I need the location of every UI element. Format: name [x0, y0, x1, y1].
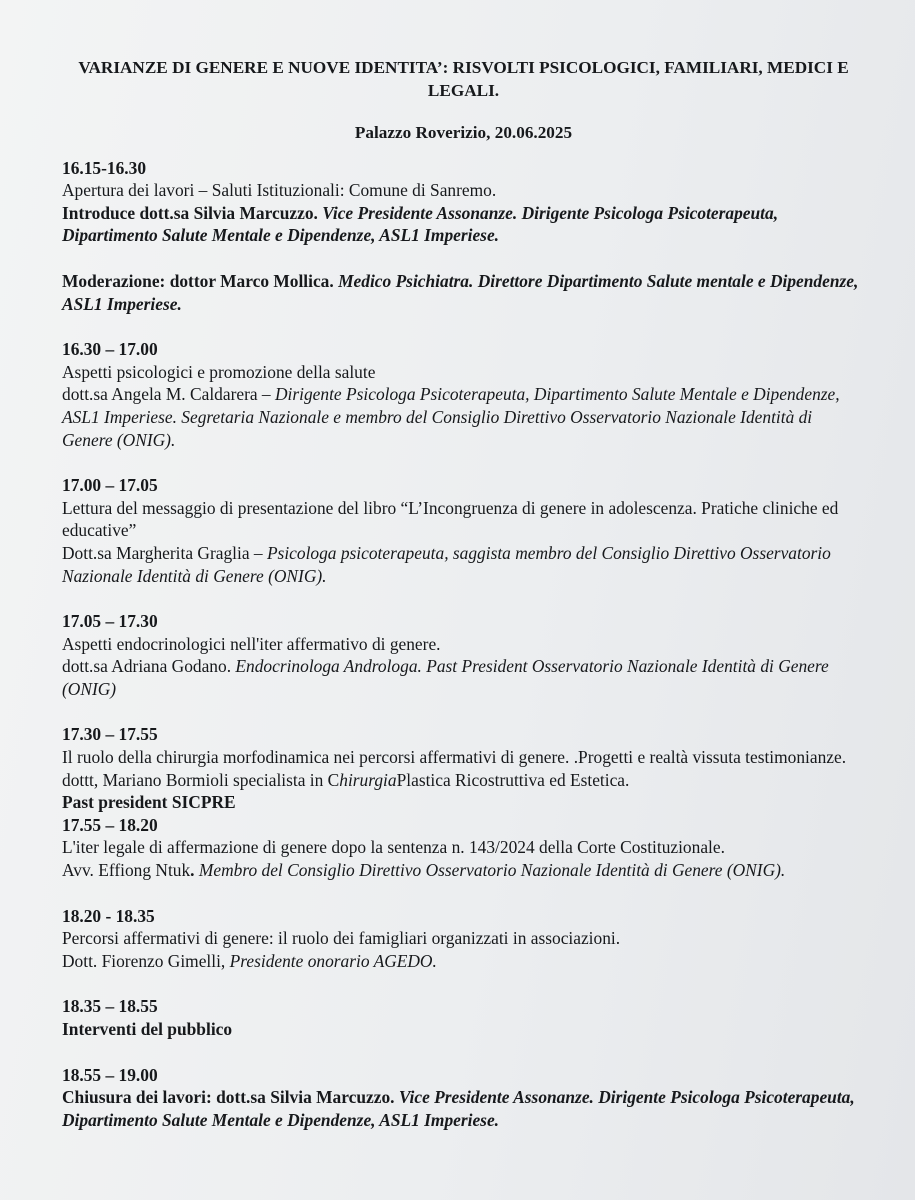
- session-topic: L'iter legale di affermazione di genere dopo la sentenza n. 143/2024 della Corte Costituzionale.: [62, 837, 725, 858]
- speaker-name: dottt, Mariano Bormioli specialista in C: [62, 769, 340, 790]
- moderator-role: Medico Psichiatra. Direttore Dipartimento Salute mentale e Dipendenze, ASL1 Imperiese.: [62, 270, 859, 314]
- session-text: Apertura dei lavori – Saluti Istituzionali: Comune di Sanremo.: [62, 180, 497, 201]
- session-time: 18.20 - 18.35: [62, 905, 155, 926]
- session-time: 18.55 – 19.00: [62, 1064, 158, 1085]
- session-legal: 17.55 – 18.20 L'iter legale di affermazione di genere dopo la sentenza n. 143/2024 della Corte Costituzionale. Avv. Effiong Ntuk. Membro del Consiglio Direttivo Osservatorio Nazionale Identità di Genere (ONIG).: [62, 814, 865, 882]
- speaker-name: Dott.sa Margherita Graglia –: [62, 542, 263, 563]
- session-psychology: [62, 338, 865, 451]
- session-time: 17.55 – 18.20: [62, 814, 158, 835]
- speaker-role: Presidente onorario AGEDO.: [229, 950, 437, 971]
- session-time: 17.30 – 17.55: [62, 724, 158, 745]
- page-title: VARIANZE DI GENERE E NUOVE IDENTITA’: RISVOLTI PSICOLOGICI, FAMILIARI, MEDICI E LEGALI.: [78, 58, 849, 100]
- session-surgery: [62, 723, 865, 813]
- moderator-name: Moderazione: dottor Marco Mollica.: [62, 270, 334, 291]
- session-closing: [62, 1064, 865, 1132]
- session-topic: Aspetti psicologici e promozione della salute: [62, 361, 376, 382]
- intro-name: Introduce dott.sa Silvia Marcuzzo.: [62, 202, 318, 223]
- session-opening: [62, 157, 865, 247]
- closing-role: Vice Presidente Assonanze. Dirigente Psicologa Psicoterapeuta, Dipartimento Salute Mentale e Dipendenze, ASL1 Imperiese.: [62, 1087, 855, 1130]
- session-topic: Percorsi affermativi di genere: il ruolo dei famigliari organizzati in associazioni.: [62, 928, 621, 949]
- session-book: [62, 474, 865, 587]
- speaker-role: Plastica Ricostruttiva ed Estetica.: [396, 769, 630, 790]
- speaker-role: Membro del Consiglio Direttivo Osservatorio Nazionale Identità di Genere (ONIG).: [198, 860, 786, 881]
- speaker-role: Dirigente Psicologa Psicoterapeuta, Dipartimento Salute Mentale e Dipendenze, ASL1 Imperiese. Segretaria Nazionale e membro del Consiglio Direttivo Osservatorio Nazionale Identità di Genere (ONIG).: [62, 384, 840, 450]
- session-time: 16.15-16.30: [62, 157, 147, 178]
- session-topic: Aspetti endocrinologici nell'iter affermativo di genere.: [62, 633, 441, 654]
- closing-name: Chiusura dei lavori: dott.sa Silvia Marcuzzo.: [62, 1087, 395, 1108]
- session-time: 17.05 – 17.30: [62, 611, 158, 632]
- speaker-role-italic: hirurgia: [339, 769, 397, 790]
- session-topic: Il ruolo della chirurgia morfodinamica nei percorsi affermativi di genere. .Progetti e realtà vissuta testimonianze.: [62, 747, 847, 768]
- venue-date: Palazzo Roverizio, 20.06.2025: [354, 123, 573, 142]
- session-public: [62, 995, 865, 1040]
- moderation: [62, 270, 865, 315]
- intro-role: Vice Presidente Assonanze. Dirigente Psicologa Psicoterapeuta, Dipartimento Salute Mentale e Dipendenze, ASL1 Imperiese.: [62, 202, 779, 246]
- session-time: 18.35 – 18.55: [62, 996, 158, 1017]
- speaker-name: dott.sa Adriana Godano.: [62, 656, 232, 677]
- session-topic: Interventi del pubblico: [62, 1019, 233, 1039]
- session-time: 17.00 – 17.05: [62, 475, 158, 496]
- speaker-name: Avv. Effiong Ntuk: [62, 860, 191, 881]
- speaker-role: Psicologa psicoterapeuta, saggista membro del Consiglio Direttivo Osservatorio Nazionale Identità di Genere (ONIG).: [62, 542, 831, 586]
- speaker-past-role: Past president SICPRE: [62, 792, 236, 813]
- session-topic: Lettura del messaggio di presentazione del libro “L’Incongruenza di genere in adolescenza. Pratiche cliniche ed educative”: [62, 497, 839, 541]
- session-time: 16.30 – 17.00: [62, 339, 158, 360]
- session-families: [62, 905, 865, 973]
- speaker-name: dott.sa Angela M. Caldarera –: [62, 384, 271, 405]
- speaker-name: Dott. Fiorenzo Gimelli,: [62, 950, 226, 971]
- session-endocrinology: [62, 610, 865, 700]
- speaker-role: Endocrinologa Androloga. Past President Osservatorio Nazionale Identità di Genere (ONIG): [62, 656, 829, 699]
